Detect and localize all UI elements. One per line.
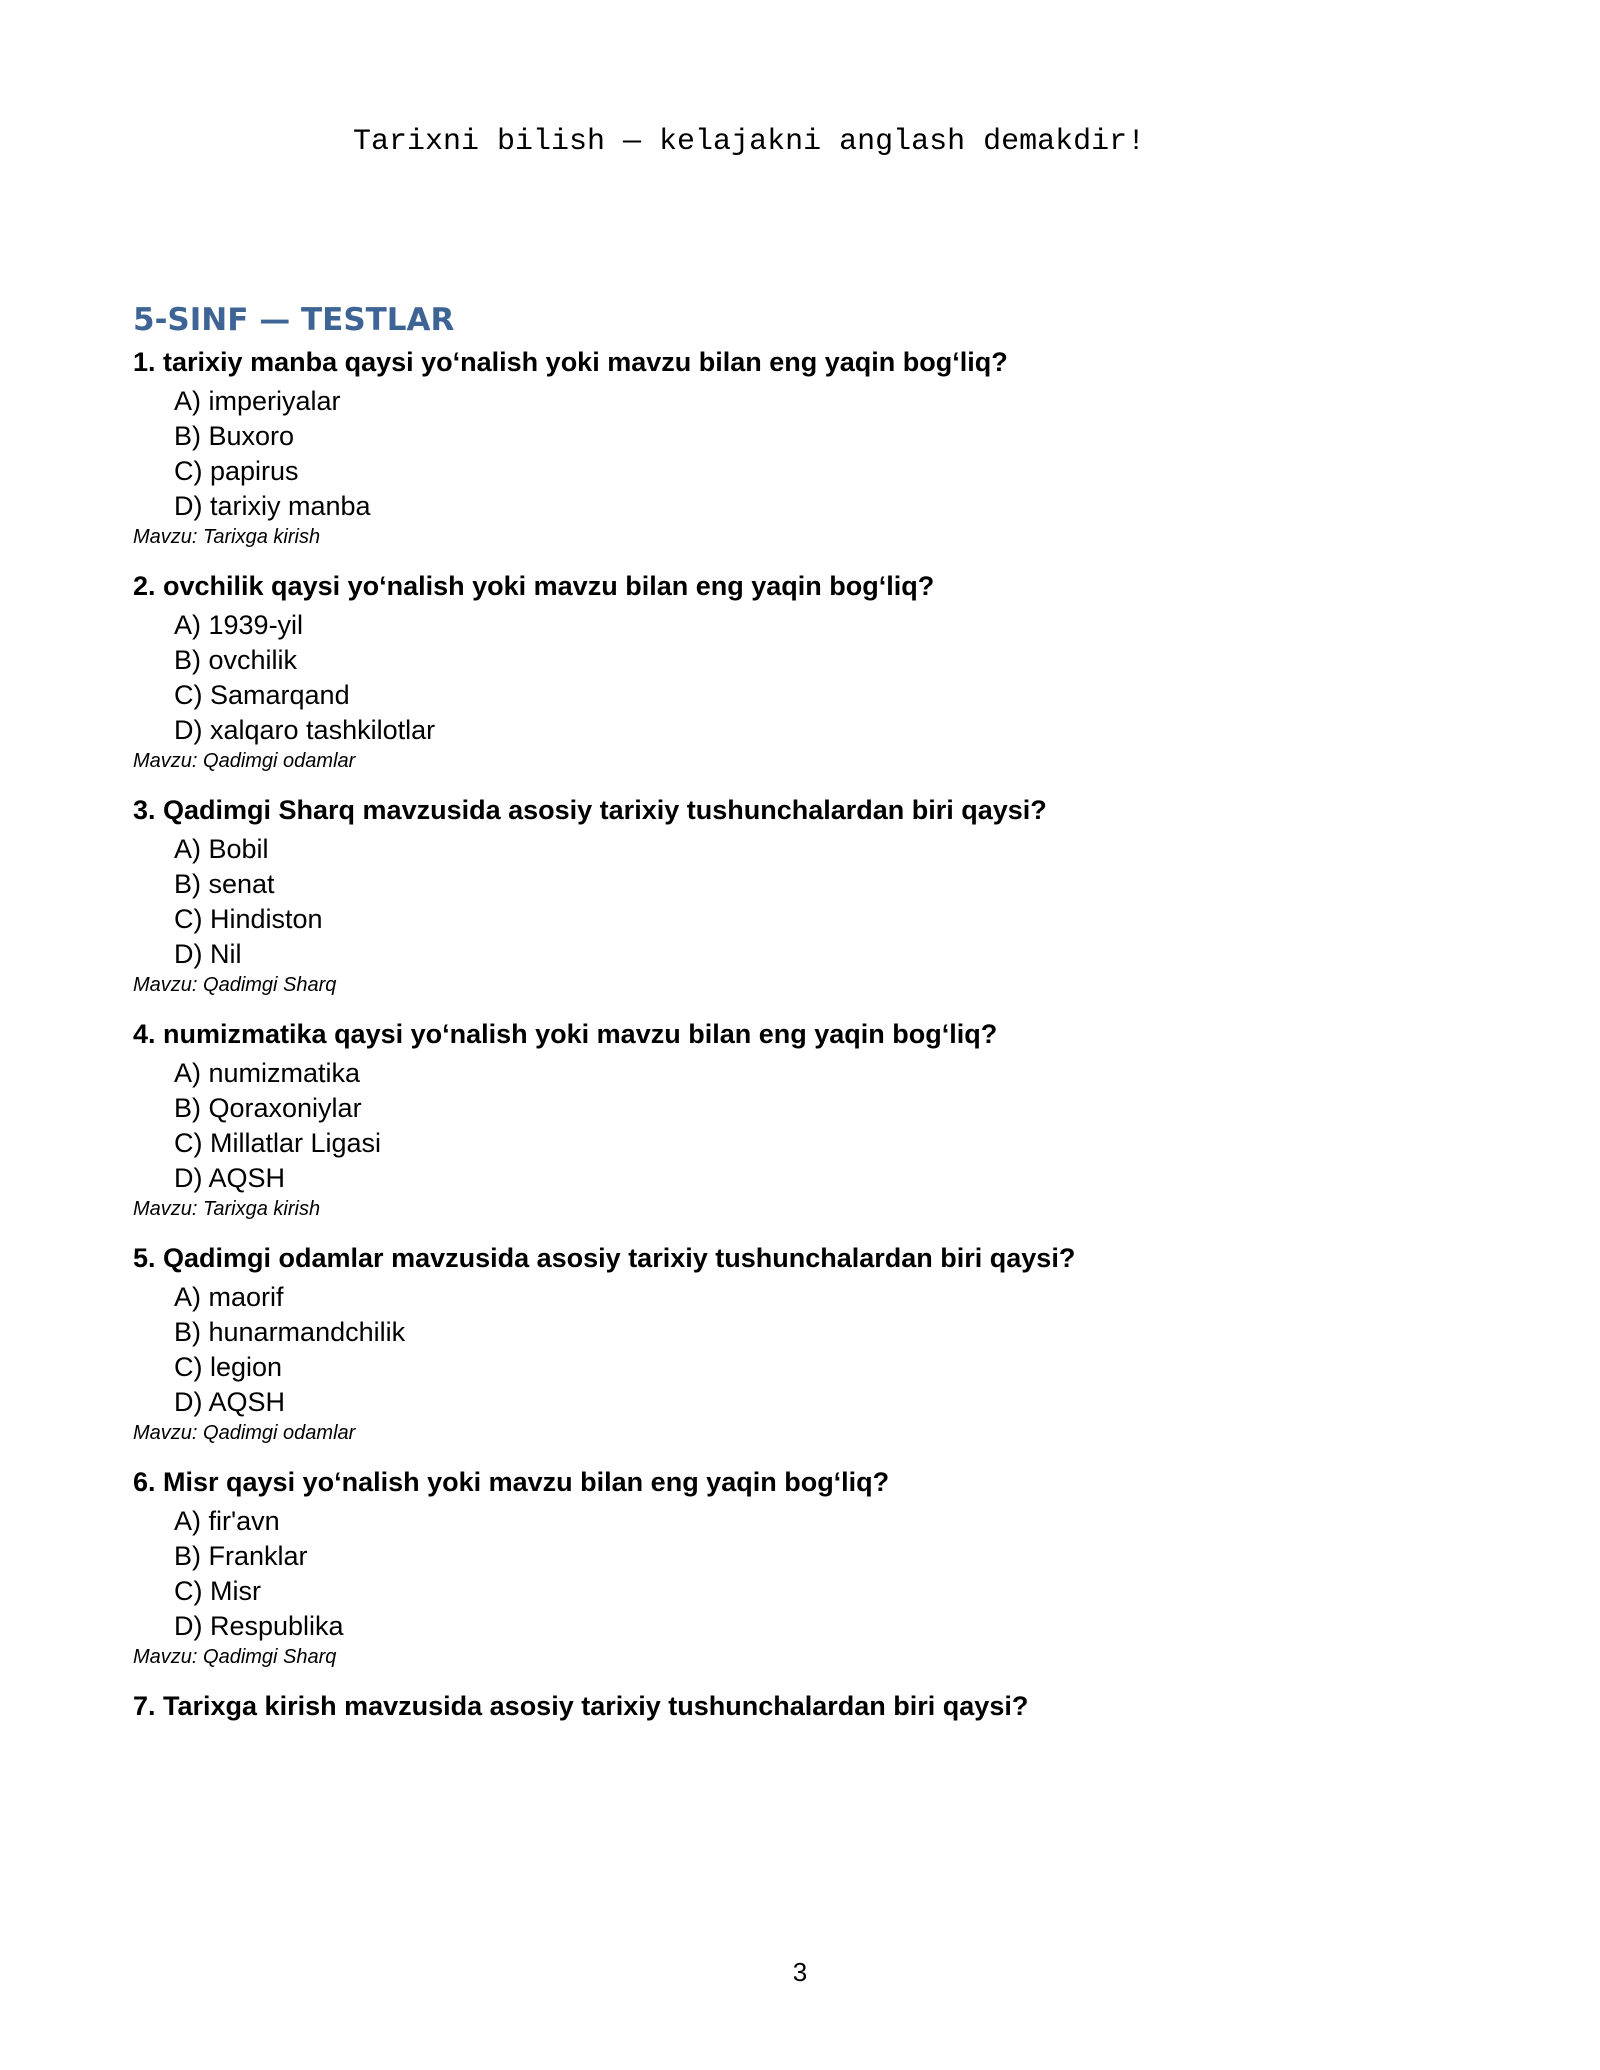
options-list [133, 832, 1463, 972]
options-list [133, 1504, 1463, 1644]
option-a: A) fir'avn [174, 1506, 280, 1536]
option-d: D) Respublika [174, 1611, 344, 1641]
topic-label: Mavzu: Tarixga kirish [133, 526, 321, 548]
question-6 [133, 1464, 1463, 1670]
option-c: C) legion [174, 1352, 283, 1382]
topic-label: Mavzu: Qadimgi Sharq [133, 974, 337, 996]
option-c: C) Hindiston [174, 904, 323, 934]
topic-label: Mavzu: Qadimgi odamlar [133, 1422, 356, 1444]
option-b: B) hunarmandchilik [174, 1317, 406, 1347]
question-text: 6. Misr qaysi yo‘nalish yoki mavzu bilan eng yaqin bog‘liq? [133, 1467, 890, 1497]
options-list [133, 1056, 1463, 1196]
question-5 [133, 1240, 1463, 1446]
header-motto: Tarixni bilish — kelajakni anglash demakdir! [353, 125, 1146, 159]
question-text: 2. ovchilik qaysi yo‘nalish yoki mavzu bilan eng yaqin bog‘liq? [133, 571, 935, 601]
option-a: A) numizmatika [174, 1058, 361, 1088]
options-list [133, 384, 1463, 524]
page-number: 3 [792, 1957, 808, 1987]
option-c: C) Misr [174, 1576, 261, 1606]
options-list [133, 608, 1463, 748]
option-c: C) Samarqand [174, 680, 350, 710]
option-c: C) Millatlar Ligasi [174, 1128, 382, 1158]
question-text: 3. Qadimgi Sharq mavzusida asosiy tarixiy tushunchalardan biri qaysi? [133, 795, 1047, 825]
question-2 [133, 568, 1463, 774]
question-text: 1. tarixiy manba qaysi yo‘nalish yoki mavzu bilan eng yaqin bog‘liq? [133, 347, 1008, 377]
option-a: A) 1939-yil [174, 610, 304, 640]
topic-label: Mavzu: Qadimgi odamlar [133, 750, 356, 772]
question-text: 5. Qadimgi odamlar mavzusida asosiy tarixiy tushunchalardan biri qaysi? [133, 1243, 1076, 1273]
question-7 [133, 1688, 1463, 1724]
option-d: D) AQSH [174, 1387, 286, 1417]
option-d: D) AQSH [174, 1163, 286, 1193]
option-b: B) Buxoro [174, 421, 295, 451]
section-title: 5-SINF — TESTLAR [133, 302, 455, 338]
option-b: B) Franklar [174, 1541, 308, 1571]
topic-label: Mavzu: Qadimgi Sharq [133, 1646, 337, 1668]
option-a: A) imperiyalar [174, 386, 341, 416]
option-d: D) xalqaro tashkilotlar [174, 715, 436, 745]
test-content [133, 300, 1463, 1742]
option-d: D) tarixiy manba [174, 491, 371, 521]
option-d: D) Nil [174, 939, 242, 969]
topic-label: Mavzu: Tarixga kirish [133, 1198, 321, 1220]
option-a: A) maorif [174, 1282, 284, 1312]
options-list [133, 1280, 1463, 1420]
question-4 [133, 1016, 1463, 1222]
option-a: A) Bobil [174, 834, 269, 864]
question-text: 4. numizmatika qaysi yo‘nalish yoki mavzu bilan eng yaqin bog‘liq? [133, 1019, 998, 1049]
option-c: C) papirus [174, 456, 299, 486]
question-text: 7. Tarixga kirish mavzusida asosiy tarixiy tushunchalardan biri qaysi? [133, 1691, 1029, 1721]
option-b: B) senat [174, 869, 275, 899]
question-1 [133, 344, 1463, 550]
question-3 [133, 792, 1463, 998]
option-b: B) ovchilik [174, 645, 298, 675]
option-b: B) Qoraxoniylar [174, 1093, 362, 1123]
